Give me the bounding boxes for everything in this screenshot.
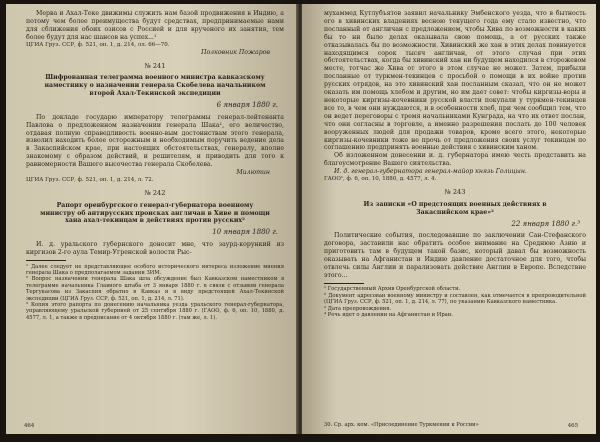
footnote-divider <box>324 283 364 284</box>
right-footnote-4: ⁴ Речь идет о давлении на Афганистан и Иран. <box>324 312 453 319</box>
right-signature: И. д. генерал-губернатора генерал-майор князь Голицын. <box>334 168 527 176</box>
doc-241-number: № 241 <box>144 61 166 70</box>
footnote-divider <box>26 260 66 261</box>
right-top-paragraph: мухаммед Кутлубъятов заявил начальнику Эмбенского уезда, что в бытность его в хивинских владениях весною текущего года ему стало известно, что посланный от англичан с предложением, чтобы Хива по возможности в каких бы то ни было делах оказывала свою помощь, а от русских также отказывалась бы по возможности. Хивинский же хан в этих делах повинуется находящимся сорок тысяч англичан, от этого случая при этих обстоятельствах, когда бы хивинский хан ни будущем находился в сторожевом месте, тотчас же Хива от этого в этом случае не может. Затем, прибыли посланные от туркмен-текинцев с просьбой о помощи в их войне против русских отрядов, на это хивинский хан посланным сказал, что он не может оказать им помощь хлебом и другим, но им дает совет: чтобы киргизы-воры и некоторые киргизы-кочевники русской власти покупали у туркмен-текинцев все то, в чем они нуждаются, и в особенности хлеб, при чем сообщил тем, что он ведет переговоры с тремя начальниками Кунграда, на что их ответ послан, что они согласны в торговле, а именно разрешения послать до 100 человек вооруженных людей для продажи товаров, кроме всего этого, некоторые киргизы-кочевники тоже не прочь от предложения своих услуг текинцам по соглашению предпринять военные действия с хивинским ханом. <box>324 10 586 152</box>
doc-243-body: Политические события, последовавшие по заключении Сан-Стефанского договора, заставили нас обратить особое внимание на Среднюю Азию и приготовить там в будущем такой базис, который давал бы возможность оказывать на Афганистан и Индию давление достаточное для того, чтобы отвлечь силы Англии и парализовать действие Англии в Европе. Вследствие этого... <box>324 232 586 279</box>
doc-241-signature: Милютин <box>236 169 270 177</box>
right-footnote-1: ¹ Государственный Архив Оренбургской области. <box>324 286 461 293</box>
doc-241-title: Шифрованная телеграмма военного министра кавказскому наместнику о назначении генерала Скобелева начальником второй Ахал-Текинской экспедиции <box>44 74 266 98</box>
doc-242-number: № 242 <box>144 188 166 197</box>
left-top-paragraph: Мерва и Ахал-Теке движимы служить нам базой продвижения в Индию, а потому чем более преимущества будут средствах, предпринимаемые нами для сближения обоих озисов с Россией и для врученого их занятия, тем более будут для нас шансов на успех...¹ <box>26 10 284 41</box>
right-source: ГАОО¹, ф. 6, оп. 10, 1880, д. 4577, л. 4. <box>324 176 437 183</box>
book-spread <box>6 4 596 434</box>
doc-243-date: 22 января 1880 г.³ <box>511 219 580 228</box>
doc-243-title: Из записки «О предстоящих военных действиях в Закаспийском крае»² <box>363 200 547 216</box>
right-footnote-3: ³ Дата препровождения. <box>324 305 392 312</box>
doc-242-date: 10 января 1880 г. <box>212 228 278 237</box>
left-footnote-2: ² Вопрос назначении генерала Шака шла обсуждение был Кавказском наместником в телеграмме начальника Главного штаба от 3 января 1880 г. в связи с отзывом генерала Тергукасова из Закаспия обратно в Кавказ и в виду предстоящей Ахал-Текинской экспедиции (ЦГИА Груз. ССР, ф. 521, оп. 1, д. 214, л. 71). <box>26 276 284 302</box>
right-page <box>302 4 596 434</box>
left-page-number: 464 <box>24 423 35 429</box>
right-top-paragraph-2: Об изложенном донесении и. д. губернатора имею честь представить на благоусмотрение Вашего сиятельства. <box>324 152 586 168</box>
doc-242-body: И. д. уральского губернского донесит мне, что заурд-корункий из киргизов 2-го аула Темир-Угренской волости Рыс- <box>26 241 284 257</box>
doc-241-source: ЦГИА Груз. ССР, ф. 521, оп. 1, д. 214, л. 72. <box>26 176 154 183</box>
doc-241-body: По докладе государю императору телеграммы генерал-лейтенанта Павлова о предложенном назначении генерала Шака¹, его величество, отдавая полную справедливость военно-вым достоинствам этого генерала, изволил находить более осторожным и необходимым поручить ведение дела в Закаспийском крае, при настоящих обстоятельствах, генералу, вполне знакомому с образом действий, и решителям, и приводить для того к равномерности Вашего высочества генерала Скобелева. <box>26 113 284 169</box>
right-footnote-2: ² Документ адресован военному министру и составлен, как отмечается в препроводительной (ЦГИА Груз. ССР, ф. 521, оп. 1, д. 214, л. 77), по указанию Кавказского наместника. <box>324 292 586 306</box>
left-top-signature: Полковник Пожаров <box>201 48 270 56</box>
doc-241-date: 6 января 1880 г. <box>216 100 278 109</box>
doc-243-number: № 243 <box>444 188 466 197</box>
left-footnote-1: ¹ Далее следует не представляющее особого исторического интереса изложение мнения генерала Шака о предполагаемом задании ЗИМ. <box>26 263 284 276</box>
right-column <box>324 10 586 428</box>
left-footnote-3: ³ Копия этого рапорта по донесению начальника уезда уральского генерал-губернатора, управляющему уральской губернией от 25 сентября 1880 г. (ГАОО, ф. 6, оп. 10, 1880, д. 4577, л. 1, а также в предписание от 4 октября 1880 г. (там же, л. 1). <box>26 302 284 321</box>
right-page-number: 465 <box>567 423 578 429</box>
left-column <box>26 10 284 428</box>
doc-242-title: Рапорт оренбургского генерал-губернатора военному министру об антирусских происках англичан в Хиве и помощи хана ахал-текинцам в действиях против русских² <box>40 201 270 225</box>
left-top-source: ЦГИА Груз. ССР, ф. 521, оп. 1, д. 214, лл. 66—70. <box>26 41 170 48</box>
left-page <box>6 4 298 434</box>
right-footer-note: 30. Ср. арх. ком. «Присоединение Туркмении к России» <box>324 422 479 428</box>
